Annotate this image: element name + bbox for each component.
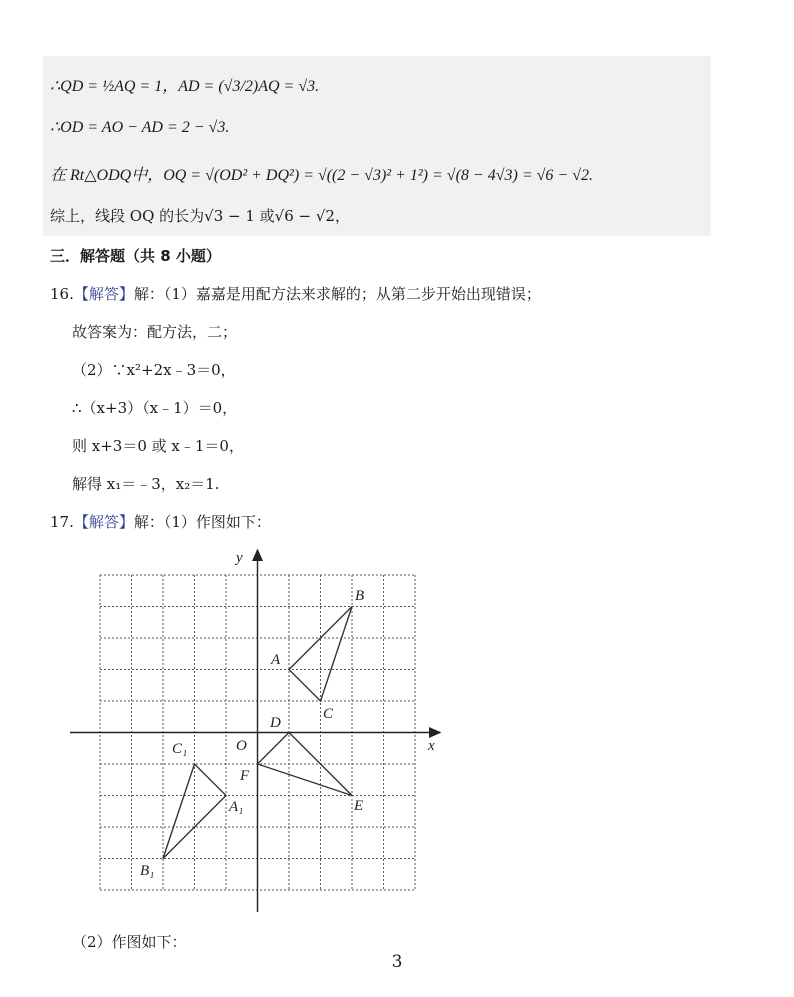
q17-text: 解：（1）作图如下： [133,513,271,531]
label-a: A [271,652,281,668]
q16-step-4: 解得 x₁＝﹣3，x₂＝1. [72,475,220,493]
label-f: F [240,768,250,784]
label-x: x [428,738,435,754]
q16-step-2: ∴（x+3）（x﹣1）＝0， [72,399,238,417]
label-c1: C₁ [172,741,188,757]
q16-number: 16. [50,285,74,303]
label-b: B [355,588,365,604]
question-17 [50,512,271,532]
solution-line-3: 在 Rt△ODQ中，OQ = √(OD² + DQ²) = √((2 − √3)² + 1²) = √(8 − 4√3) = √6 − √2. [50,167,593,184]
q17-part-2: （2）作图如下： [72,933,187,951]
label-c: C [323,706,334,722]
page-number: 3 [391,952,403,972]
question-16 [50,284,541,304]
label-a1: A₁ [229,799,244,815]
solution-line-1: ∴QD = ½AQ = 1，AD = (√3/2)AQ = √3. [50,78,320,95]
q17-tag: 【解答】 [73,513,134,531]
q16-answer: 故答案为：配方法，二； [72,323,238,341]
q16-step-3: 则 x+3＝0 或 x﹣1＝0， [72,437,244,455]
label-b1: B₁ [140,863,155,879]
q17-number: 17. [50,513,74,531]
q16-tag: 【解答】 [73,285,134,303]
q16-text: 解：（1）嘉嘉是用配方法来求解的；从第二步开始出现错误； [133,285,541,303]
q16-step-1: （2）∵x²+2x﹣3＝0， [72,361,236,379]
label-y: y [236,550,243,566]
label-d: D [270,715,281,731]
label-o: O [236,738,247,754]
label-e: E [354,798,364,814]
solution-line-4: 综上，线段 OQ 的长为√3 − 1 或√6 − √2， [50,207,350,225]
section-title: 三．解答题（共 8 小题） [50,247,221,265]
solution-line-2: ∴OD = AO − AD = 2 − √3. [50,119,230,136]
coordinate-figure [60,540,470,920]
